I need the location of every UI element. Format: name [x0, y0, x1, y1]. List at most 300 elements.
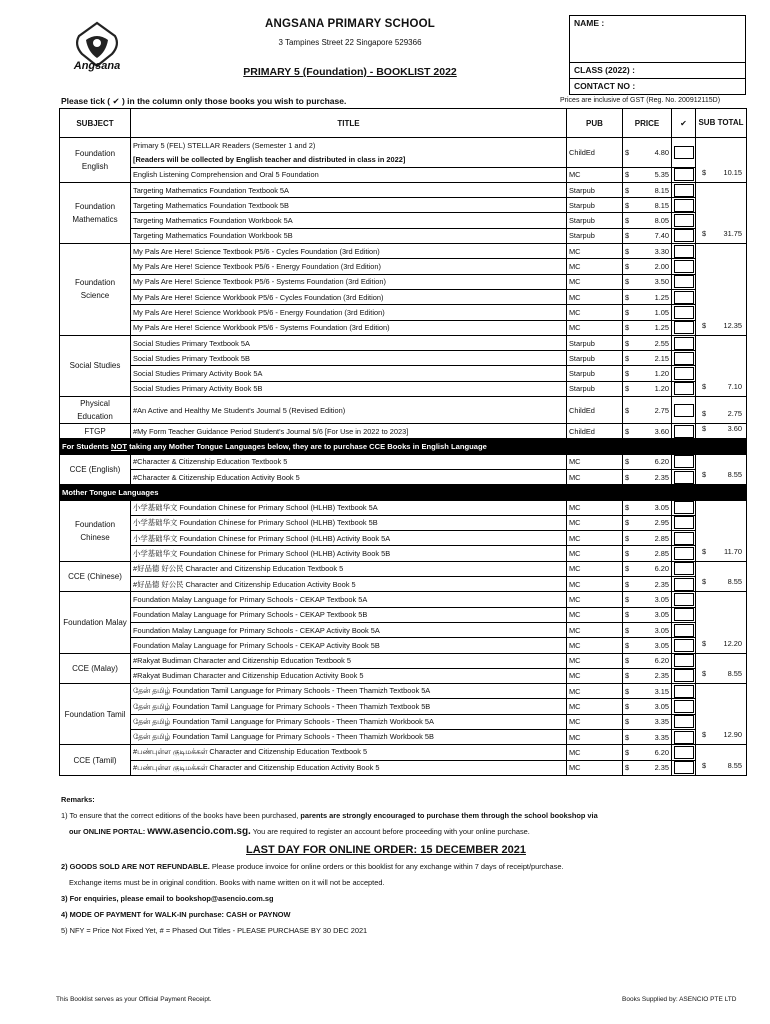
last-day-notice: LAST DAY FOR ONLINE ORDER: 15 DECEMBER 2021 — [246, 843, 526, 856]
currency: $ — [625, 369, 630, 379]
price-value: 1.20 — [654, 384, 669, 394]
col-title: TITLE — [131, 109, 567, 138]
price-value: 1.25 — [654, 292, 669, 302]
name-field[interactable] — [569, 15, 746, 63]
book-title: Social Studies Primary Activity Book 5A — [131, 366, 567, 381]
currency: $ — [625, 170, 630, 180]
remark-1c: our ONLINE PORTAL: — [69, 827, 148, 837]
tick-checkbox[interactable] — [674, 746, 694, 759]
book-title: [Readers will be collected by English teacher and distributed in class in 2022] — [131, 152, 567, 167]
booklist-title: PRIMARY 5 (Foundation) - BOOKLIST 2022 — [243, 66, 457, 78]
currency: $ — [625, 147, 630, 157]
contact-field[interactable] — [569, 79, 746, 95]
book-title: #好品德 好公民 Character and Citizenship Education Textbook 5 — [131, 561, 567, 576]
price-value: 8.15 — [654, 200, 669, 210]
price-value: 3.05 — [654, 594, 669, 604]
price-value: 6.20 — [654, 457, 669, 467]
book-title: My Pals Are Here! Science Workbook P5/6 - Energy Foundation (3rd Edition) — [131, 305, 567, 320]
subtotal-cell — [696, 653, 747, 684]
book-title: தேன் தமிழ் Foundation Tamil Language for Primary Schools - Theen Thamizh Workbook 5B — [131, 729, 567, 744]
table-row — [60, 305, 747, 320]
tick-checkbox[interactable] — [674, 425, 694, 438]
subtotal-value: 7.10 — [727, 382, 742, 392]
price-value: 1.20 — [654, 369, 669, 379]
section-band-row — [60, 485, 747, 500]
subtotal-value: 12.35 — [723, 320, 742, 330]
col-subtotal: SUB TOTAL — [696, 109, 747, 138]
publisher-cell: Starpub — [567, 213, 623, 228]
price-cell — [623, 454, 672, 469]
price-value: 1.05 — [654, 307, 669, 317]
price-value: 2.85 — [654, 549, 669, 559]
tick-checkbox[interactable] — [674, 382, 694, 395]
book-title: Social Studies Primary Textbook 5B — [131, 351, 567, 366]
subject-cell: FTGP — [60, 424, 131, 439]
col-pub: PUB — [567, 109, 623, 138]
book-title: #Rakyat Budiman Character and Citizenship Education Activity Book 5 — [131, 668, 567, 683]
price-value: 2.35 — [654, 472, 669, 482]
tick-checkbox[interactable] — [674, 608, 694, 621]
tick-checkbox[interactable] — [674, 624, 694, 637]
table-row — [60, 515, 747, 530]
school-address: 3 Tampines Street 22 Singapore 529366 — [278, 38, 422, 47]
col-price: PRICE — [623, 109, 672, 138]
publisher-cell: Starpub — [567, 228, 623, 243]
publisher-cell: MC — [567, 653, 623, 668]
table-row — [60, 622, 747, 637]
currency: $ — [625, 625, 630, 635]
tick-cell — [672, 760, 696, 775]
book-title: தேன் தமிழ் Foundation Tamil Language for Primary Schools - Theen Thamizh Workbook 5A — [131, 714, 567, 729]
price-cell — [623, 259, 672, 274]
price-cell — [623, 546, 672, 561]
tick-cell — [672, 228, 696, 243]
publisher-cell: ChildEd — [567, 397, 623, 424]
tick-checkbox[interactable] — [674, 654, 694, 667]
currency: $ — [702, 167, 707, 177]
publisher-cell: MC — [567, 469, 623, 484]
subject-cell: CCE (Malay) — [60, 653, 131, 684]
tick-checkbox[interactable] — [674, 685, 694, 698]
tick-checkbox[interactable] — [674, 306, 694, 319]
tick-checkbox[interactable] — [674, 229, 694, 242]
subtotal-cell — [696, 561, 747, 592]
book-title: #Character & Citizenship Education Activity Book 5 — [131, 469, 567, 484]
book-title: My Pals Are Here! Science Workbook P5/6 - Systems Foundation (3rd Edition) — [131, 320, 567, 335]
price-cell — [623, 515, 672, 530]
book-title: #An Active and Healthy Me Student's Journal 5 (Revised Edition) — [131, 397, 567, 424]
section-band — [60, 439, 747, 454]
tick-cell — [672, 729, 696, 744]
price-cell — [623, 699, 672, 714]
publisher-cell: MC — [567, 592, 623, 607]
section-band: Mother Tongue Languages — [60, 485, 747, 500]
price-cell — [623, 289, 672, 304]
publisher-cell: MC — [567, 244, 623, 259]
subtotal-cell — [696, 138, 747, 183]
tick-cell — [672, 198, 696, 213]
tick-cell — [672, 366, 696, 381]
band-text-post: taking any Mother Tongue Languages below, they are to purchase CCE Books in English Language — [126, 441, 487, 451]
tick-cell — [672, 515, 696, 530]
tick-checkbox[interactable] — [674, 455, 694, 468]
currency: $ — [625, 307, 630, 317]
tick-checkbox[interactable] — [674, 352, 694, 365]
table-row — [60, 454, 747, 469]
publisher-cell: MC — [567, 668, 623, 683]
currency: $ — [625, 231, 630, 241]
subtotal-value: 31.75 — [723, 229, 742, 239]
book-title: #பண்புள்ள குடிமக்கள் Character and Citizenship Education Textbook 5 — [131, 745, 567, 760]
publisher-cell: Starpub — [567, 366, 623, 381]
table-row — [60, 760, 747, 775]
table-row — [60, 546, 747, 561]
price-value: 8.05 — [654, 216, 669, 226]
table-row — [60, 320, 747, 335]
school-name: ANGSANA PRIMARY SCHOOL — [264, 18, 436, 30]
price-cell — [623, 198, 672, 213]
tick-checkbox[interactable] — [674, 547, 694, 560]
subject-cell: CCE (Tamil) — [60, 745, 131, 776]
subject-cell: Foundation English — [60, 138, 131, 183]
table-row — [60, 366, 747, 381]
logo-text: Angsana — [73, 60, 121, 72]
tick-cell — [672, 714, 696, 729]
currency: $ — [702, 470, 707, 480]
band-text-pre: For Students — [62, 441, 111, 451]
book-title: Targeting Mathematics Foundation Textbook 5A — [131, 182, 567, 197]
publisher-cell: Starpub — [567, 381, 623, 396]
tick-cell — [672, 684, 696, 699]
price-value: 3.35 — [654, 717, 669, 727]
subtotal-value: 12.20 — [723, 638, 742, 648]
table-row — [60, 351, 747, 366]
currency: $ — [625, 200, 630, 210]
price-value: 6.20 — [654, 656, 669, 666]
subtotal-value: 12.90 — [723, 730, 742, 740]
book-title: தேன் தமிழ் Foundation Tamil Language for Primary Schools - Theen Thamizh Textbook 5A — [131, 684, 567, 699]
tick-checkbox[interactable] — [674, 337, 694, 350]
tick-checkbox[interactable] — [674, 761, 694, 774]
table-row — [60, 182, 747, 197]
currency: $ — [625, 246, 630, 256]
tick-checkbox[interactable] — [674, 321, 694, 334]
subtotal-value: 8.55 — [727, 470, 742, 480]
subject-cell: Foundation Science — [60, 244, 131, 336]
currency: $ — [625, 686, 630, 696]
price-value: 2.00 — [654, 262, 669, 272]
currency: $ — [702, 730, 707, 740]
tick-cell — [672, 622, 696, 637]
school-logo — [66, 20, 128, 76]
book-title: 小学基础华文 Foundation Chinese for Primary School (HLHB) Textbook 5B — [131, 515, 567, 530]
table-row — [60, 668, 747, 683]
price-value: 2.55 — [654, 338, 669, 348]
price-value: 3.05 — [654, 640, 669, 650]
book-title: Social Studies Primary Textbook 5A — [131, 335, 567, 350]
tick-checkbox[interactable] — [674, 639, 694, 652]
price-cell — [623, 653, 672, 668]
tick-checkbox[interactable] — [674, 700, 694, 713]
book-title: 小学基础华文 Foundation Chinese for Primary School (HLHB) Activity Book 5A — [131, 531, 567, 546]
currency: $ — [702, 577, 707, 587]
tick-checkbox[interactable] — [674, 184, 694, 197]
price-cell — [623, 351, 672, 366]
tick-cell — [672, 638, 696, 653]
subject-cell: Physical Education — [60, 397, 131, 424]
publisher-cell: Starpub — [567, 182, 623, 197]
price-value: 2.15 — [654, 353, 669, 363]
currency: $ — [625, 564, 630, 574]
tick-checkbox[interactable] — [674, 367, 694, 380]
book-title: English Listening Comprehension and Oral 5 Foundation — [131, 167, 567, 182]
publisher-cell: MC — [567, 638, 623, 653]
tick-checkbox[interactable] — [674, 593, 694, 606]
booklist-table — [59, 108, 747, 776]
tick-cell — [672, 592, 696, 607]
table-row — [60, 198, 747, 213]
subject-cell: CCE (English) — [60, 454, 131, 485]
class-field[interactable] — [569, 63, 746, 79]
tick-checkbox[interactable] — [674, 516, 694, 529]
subject-cell: Foundation Tamil — [60, 684, 131, 745]
footer-left: This Booklist serves as your Official Payment Receipt. — [56, 996, 212, 1003]
remark-2b: Please produce invoice for online orders or this booklist for any exchange within 7 days of receipt/purchase. — [209, 861, 564, 871]
currency: $ — [702, 229, 707, 239]
publisher-cell: MC — [567, 531, 623, 546]
remark-1b: parents are strongly encouraged to purchase them through the school bookshop via — [300, 811, 598, 821]
price-cell — [623, 577, 672, 592]
tick-cell — [672, 167, 696, 182]
subtotal-value: 2.75 — [727, 409, 742, 419]
name-label: NAME : — [574, 18, 605, 28]
remarks — [61, 792, 751, 940]
tick-cell — [672, 500, 696, 515]
tick-cell — [672, 182, 696, 197]
publisher-cell: ChildEd — [567, 138, 623, 168]
currency: $ — [702, 638, 707, 648]
subtotal-cell — [696, 335, 747, 396]
price-value: 3.05 — [654, 625, 669, 635]
tick-cell — [672, 335, 696, 350]
tick-checkbox[interactable] — [674, 532, 694, 545]
tick-checkbox[interactable] — [674, 275, 694, 288]
tick-checkbox[interactable] — [674, 260, 694, 273]
price-cell — [623, 714, 672, 729]
price-cell — [623, 531, 672, 546]
price-cell — [623, 305, 672, 320]
tick-instruction: Please tick ( ✔ ) in the column only those books you wish to purchase. — [61, 96, 347, 106]
price-cell — [623, 500, 672, 515]
remark-5: 5) NFY = Price Not Fixed Yet, # = Phased Out Titles - PLEASE PURCHASE BY 30 DEC 2021 — [61, 926, 368, 936]
subtotal-cell — [696, 244, 747, 336]
tick-checkbox[interactable] — [674, 214, 694, 227]
book-title: Foundation Malay Language for Primary Schools - CEKAP Activity Book 5B — [131, 638, 567, 653]
tick-checkbox[interactable] — [674, 146, 694, 159]
subtotal-cell — [696, 684, 747, 745]
price-cell — [623, 182, 672, 197]
publisher-cell: MC — [567, 684, 623, 699]
currency: $ — [625, 518, 630, 528]
tick-cell — [672, 699, 696, 714]
currency: $ — [702, 669, 707, 679]
subtotal-value: 8.55 — [727, 669, 742, 679]
tick-cell — [672, 351, 696, 366]
book-title: தேன் தமிழ் Foundation Tamil Language for Primary Schools - Theen Thamizh Textbook 5B — [131, 699, 567, 714]
currency: $ — [625, 656, 630, 666]
currency: $ — [625, 472, 630, 482]
subtotal-cell — [696, 592, 747, 653]
subtotal-cell — [696, 454, 747, 485]
currency: $ — [702, 320, 707, 330]
tick-checkbox[interactable] — [674, 291, 694, 304]
book-title: Targeting Mathematics Foundation Textbook 5B — [131, 198, 567, 213]
tick-cell — [672, 561, 696, 576]
currency: $ — [625, 216, 630, 226]
publisher-cell: MC — [567, 546, 623, 561]
book-title: Foundation Malay Language for Primary Schools - CEKAP Activity Book 5A — [131, 622, 567, 637]
subtotal-value: 8.55 — [727, 760, 742, 770]
table-row — [60, 397, 747, 424]
book-title: Targeting Mathematics Foundation Workbook 5A — [131, 213, 567, 228]
tick-cell — [672, 653, 696, 668]
currency: $ — [625, 732, 630, 742]
price-cell — [623, 397, 672, 424]
table-header-row — [60, 109, 747, 138]
price-cell — [623, 138, 672, 168]
tick-cell — [672, 469, 696, 484]
subtotal-cell — [696, 745, 747, 776]
publisher-cell: MC — [567, 320, 623, 335]
table-row — [60, 699, 747, 714]
remark-2c: Exchange items must be in original condition. Books with name written on it will not be accepted. — [69, 877, 385, 887]
tick-cell — [672, 274, 696, 289]
currency: $ — [625, 747, 630, 757]
subject-cell: CCE (Chinese) — [60, 561, 131, 592]
table-row — [60, 592, 747, 607]
book-title: #Rakyat Budiman Character and Citizenship Education Textbook 5 — [131, 653, 567, 668]
price-value: 3.50 — [654, 277, 669, 287]
tick-cell — [672, 244, 696, 259]
currency: $ — [625, 292, 630, 302]
tick-checkbox[interactable] — [674, 731, 694, 744]
tick-checkbox[interactable] — [674, 578, 694, 591]
price-value: 3.35 — [654, 732, 669, 742]
table-row — [60, 531, 747, 546]
currency: $ — [702, 382, 707, 392]
publisher-cell: MC — [567, 167, 623, 182]
tick-cell — [672, 546, 696, 561]
remark-1d: You are required to register an account before proceeding with your online purchase. — [250, 827, 530, 837]
price-value: 2.35 — [654, 579, 669, 589]
table-row — [60, 653, 747, 668]
tick-checkbox[interactable] — [674, 501, 694, 514]
publisher-cell: Starpub — [567, 198, 623, 213]
book-title: #பண்புள்ள குடிமக்கள் Character and Citizenship Education Activity Book 5 — [131, 760, 567, 775]
currency: $ — [625, 384, 630, 394]
currency: $ — [625, 262, 630, 272]
price-cell — [623, 760, 672, 775]
price-cell — [623, 213, 672, 228]
price-value: 3.05 — [654, 503, 669, 513]
table-row — [60, 289, 747, 304]
price-value: 6.20 — [654, 564, 669, 574]
tick-cell — [672, 454, 696, 469]
footer-right: Books Supplied by: ASENCIO PTE LTD — [622, 996, 737, 1003]
class-label: CLASS (2022) : — [574, 65, 635, 75]
price-cell — [623, 638, 672, 653]
book-title: Primary 5 (FEL) STELLAR Readers (Semester 1 and 2) — [131, 138, 567, 153]
subject-cell: Foundation Mathematics — [60, 182, 131, 243]
table-row — [60, 213, 747, 228]
price-cell — [623, 228, 672, 243]
price-cell — [623, 335, 672, 350]
band-text-not: NOT — [110, 441, 127, 451]
tick-cell — [672, 577, 696, 592]
subtotal-cell — [696, 397, 747, 424]
tick-cell — [672, 397, 696, 424]
publisher-cell: MC — [567, 561, 623, 576]
currency: $ — [702, 760, 707, 770]
table-row — [60, 274, 747, 289]
subject-cell: Foundation Malay — [60, 592, 131, 653]
publisher-cell: ChildEd — [567, 424, 623, 439]
publisher-cell: MC — [567, 289, 623, 304]
tick-checkbox[interactable] — [674, 669, 694, 682]
table-row — [60, 684, 747, 699]
publisher-cell: MC — [567, 699, 623, 714]
tick-checkbox[interactable] — [674, 562, 694, 575]
tick-checkbox[interactable] — [674, 199, 694, 212]
subtotal-cell — [696, 424, 747, 439]
tick-checkbox[interactable] — [674, 471, 694, 484]
price-cell — [623, 668, 672, 683]
tick-checkbox[interactable] — [674, 715, 694, 728]
price-value: 5.35 — [654, 170, 669, 180]
tick-cell — [672, 138, 696, 168]
tick-cell — [672, 305, 696, 320]
price-value: 3.15 — [654, 686, 669, 696]
book-title: #Character & Citizenship Education Textbook 5 — [131, 454, 567, 469]
remark-3: 3) For enquiries, please email to bookshop@asencio.com.sg — [61, 894, 274, 904]
currency: $ — [702, 424, 707, 434]
currency: $ — [625, 353, 630, 363]
table-row — [60, 561, 747, 576]
subtotal-value: 11.70 — [724, 546, 742, 556]
tick-cell — [672, 424, 696, 439]
subtotal-cell — [696, 500, 747, 561]
book-title: Targeting Mathematics Foundation Workbook 5B — [131, 228, 567, 243]
tick-checkbox[interactable] — [674, 168, 694, 181]
price-value: 3.30 — [654, 246, 669, 256]
price-cell — [623, 622, 672, 637]
currency: $ — [702, 409, 707, 419]
publisher-cell: MC — [567, 577, 623, 592]
publisher-cell: MC — [567, 714, 623, 729]
subtotal-value: 3.60 — [727, 424, 742, 434]
price-value: 2.95 — [654, 518, 669, 528]
price-cell — [623, 684, 672, 699]
book-title: #好品德 好公民 Character and Citizenship Education Activity Book 5 — [131, 577, 567, 592]
portal-link[interactable]: www.asencio.com.sg. — [147, 826, 251, 838]
tick-checkbox[interactable] — [674, 404, 694, 417]
table-row — [60, 167, 747, 182]
book-title: Social Studies Primary Activity Book 5B — [131, 381, 567, 396]
publisher-cell: MC — [567, 622, 623, 637]
price-value: 3.05 — [654, 702, 669, 712]
price-value: 6.20 — [654, 747, 669, 757]
tick-checkbox[interactable] — [674, 245, 694, 258]
